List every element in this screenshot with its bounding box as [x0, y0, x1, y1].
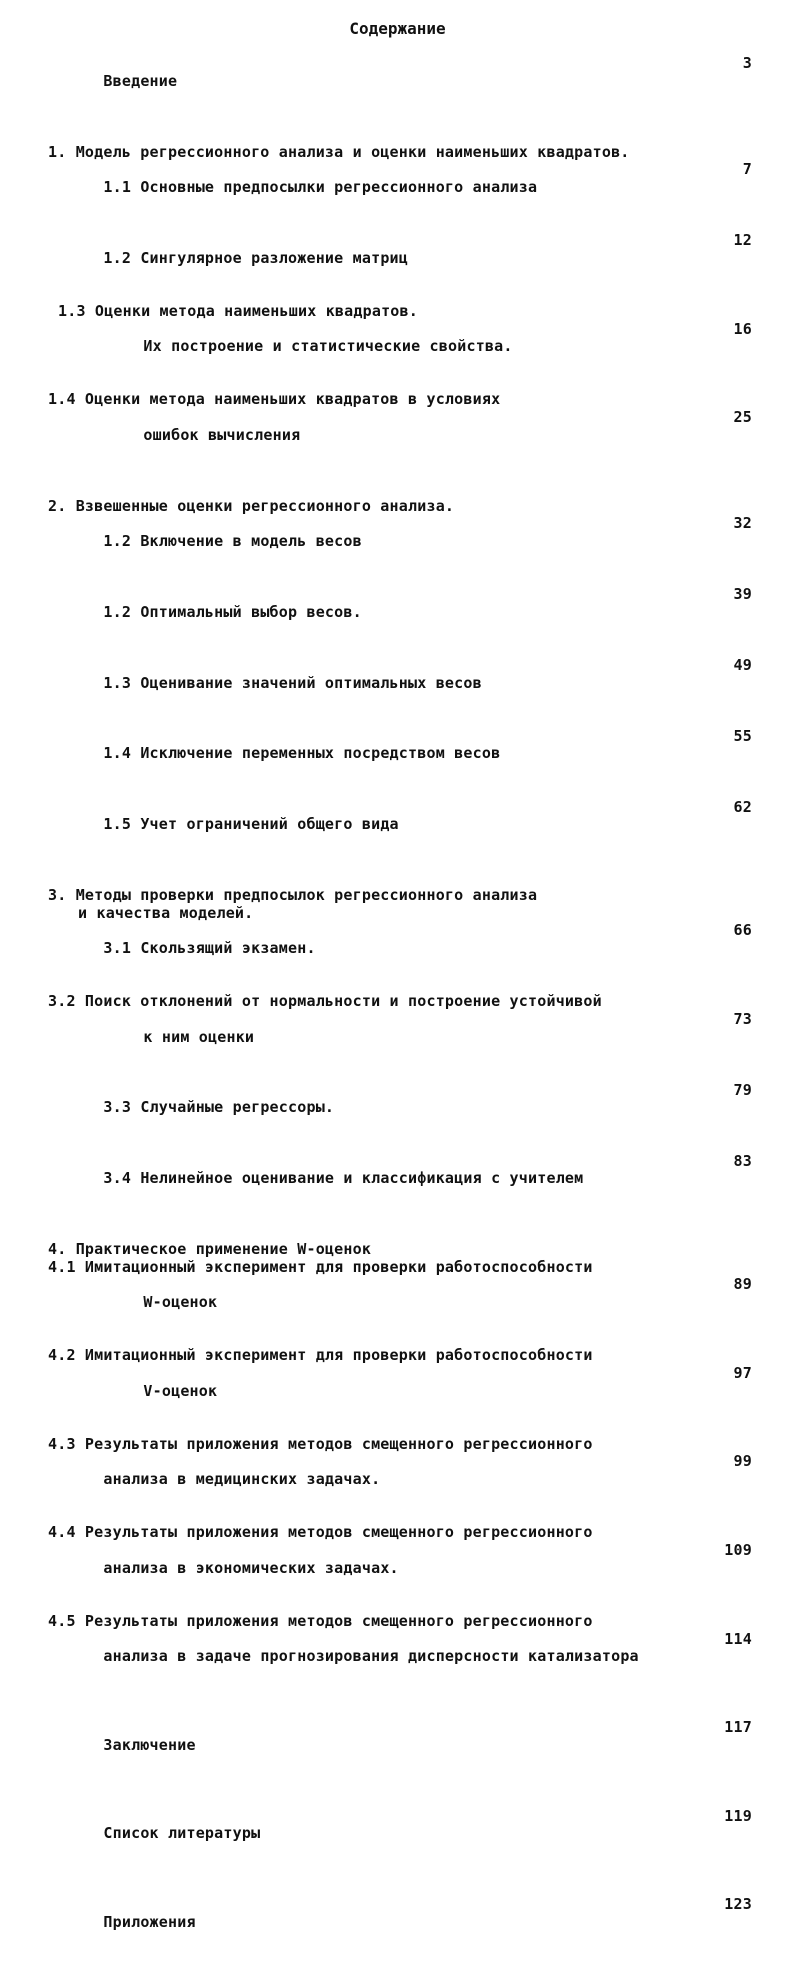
toc-entry [48, 586, 752, 657]
toc-page-number: 114 [724, 1629, 752, 1648]
toc-entry-text: 3.4 Нелинейное оценивание и классификация с учителем [103, 1169, 584, 1188]
toc-entry-line: 4.2 Имитационный эксперимент для проверки работоспособности [48, 1346, 593, 1365]
toc-page-number: 16 [733, 319, 752, 338]
toc-page-number: 83 [733, 1151, 752, 1170]
toc-entry-text: 1.2 Оптимальный выбор весов. [103, 602, 362, 621]
toc-entry [48, 1631, 752, 1702]
toc-page-number: 62 [733, 797, 752, 816]
toc-entry [48, 515, 752, 586]
toc-entry-intro [48, 55, 752, 126]
toc-page-number: 99 [733, 1452, 752, 1471]
toc-entry [48, 1153, 752, 1224]
toc-entry [48, 922, 752, 993]
toc-page-number: 89 [733, 1275, 752, 1294]
toc-entry [48, 799, 752, 870]
toc-entry [48, 1542, 752, 1613]
toc-entry [48, 1365, 752, 1436]
toc-entry-text: 1.1 Основные предпосылки регрессионного анализа [103, 177, 538, 196]
toc-page-number: 79 [733, 1080, 752, 1099]
toc-entry-text: Заключение [103, 1735, 196, 1754]
toc-entry-text: 1.5 Учет ограничений общего вида [103, 815, 399, 834]
toc-entry [48, 728, 752, 799]
toc-page-number: 39 [733, 585, 752, 604]
toc-page-number: 25 [733, 408, 752, 427]
toc-entry-text: 3.1 Скользящий экзамен. [103, 939, 316, 958]
toc-entry-text: анализа в медицинских задачах. [103, 1470, 381, 1489]
toc-entry-line: 1.3 Оценки метода наименьших квадратов. [58, 301, 418, 320]
toc-page-number: 97 [733, 1363, 752, 1382]
toc-entry-text: 1.2 Включение в модель весов [103, 531, 362, 550]
toc-entry [48, 409, 752, 480]
toc-entry-line: 4.1 Имитационный эксперимент для проверки работоспособности [48, 1257, 593, 1276]
toc-entry-text: W-оценок [143, 1293, 218, 1312]
toc-entry [48, 321, 752, 392]
toc-entry-text: 3.3 Случайные регрессоры. [103, 1098, 335, 1117]
toc-entry-references [48, 1808, 752, 1879]
toc-entry-conclusion [48, 1719, 752, 1790]
toc-entry-text: анализа в экономических задачах. [103, 1558, 399, 1577]
toc-entry-text: ошибок вычисления [143, 425, 301, 444]
toc-entry-line: 4.3 Результаты приложения методов смещенного регрессионного [48, 1434, 593, 1453]
toc-page-number: 55 [733, 726, 752, 745]
toc-page-number: 32 [733, 514, 752, 533]
toc-page-number: 12 [733, 231, 752, 250]
table-of-contents [48, 55, 752, 1967]
toc-page-number: 117 [724, 1718, 752, 1737]
toc-entry [48, 1276, 752, 1347]
toc-page-number: 109 [724, 1541, 752, 1559]
chapter-heading: 4. Практическое применение W-оценок [48, 1240, 372, 1259]
toc-entry-text: Их построение и статистические свойства. [143, 337, 513, 356]
toc-entry-line: 4.5 Результаты приложения методов смещенного регрессионного [48, 1611, 593, 1630]
toc-entry-text: 1.4 Исключение переменных посредством весов [103, 744, 501, 763]
toc-entry [48, 1082, 752, 1153]
toc-page-number: 73 [733, 1009, 752, 1028]
toc-entry-appendices [48, 1896, 752, 1967]
toc-entry-text: Приложения [103, 1912, 196, 1931]
toc-entry [48, 657, 752, 728]
toc-entry-text: 1.3 Оценивание значений оптимальных весов [103, 673, 482, 692]
toc-entry-line: 3.2 Поиск отклонений от нормальности и построение устойчивой [48, 992, 602, 1011]
toc-entry-text: 1.2 Сингулярное разложение матриц [103, 248, 409, 267]
toc-entry-text: V-оценок [143, 1381, 218, 1400]
chapter-heading: 2. Взвешенные оценки регрессионного анализа. [48, 496, 455, 515]
toc-entry-line: 4.4 Результаты приложения методов смещенного регрессионного [48, 1523, 593, 1542]
toc-entry-text: Введение [103, 71, 178, 90]
toc-entry-text: к ним оценки [143, 1027, 255, 1046]
toc-page-number: 119 [724, 1806, 752, 1825]
chapter-heading: 1. Модель регрессионного анализа и оценки наименьших квадратов. [48, 142, 630, 161]
toc-entry [48, 232, 752, 303]
toc-entry [48, 1011, 752, 1082]
toc-page-number: 123 [724, 1895, 752, 1914]
toc-entry-text: анализа в задаче прогнозирования дисперсности катализатора [103, 1647, 639, 1666]
chapter-heading: 3. Методы проверки предпосылок регрессионного анализа [48, 886, 538, 904]
toc-page-number: 3 [742, 54, 752, 72]
toc-page-number: 7 [742, 160, 752, 179]
toc-entry-text: Список литературы [103, 1824, 261, 1843]
toc-page-number: 66 [733, 921, 752, 940]
toc-entry [48, 1453, 752, 1524]
toc-entry [48, 161, 752, 232]
toc-entry-line: 1.4 Оценки метода наименьших квадратов в условиях [48, 390, 501, 409]
toc-page-number: 49 [733, 655, 752, 674]
chapter-heading-continued: и качества моделей. [78, 903, 254, 922]
page-title: Содержание [349, 19, 446, 38]
